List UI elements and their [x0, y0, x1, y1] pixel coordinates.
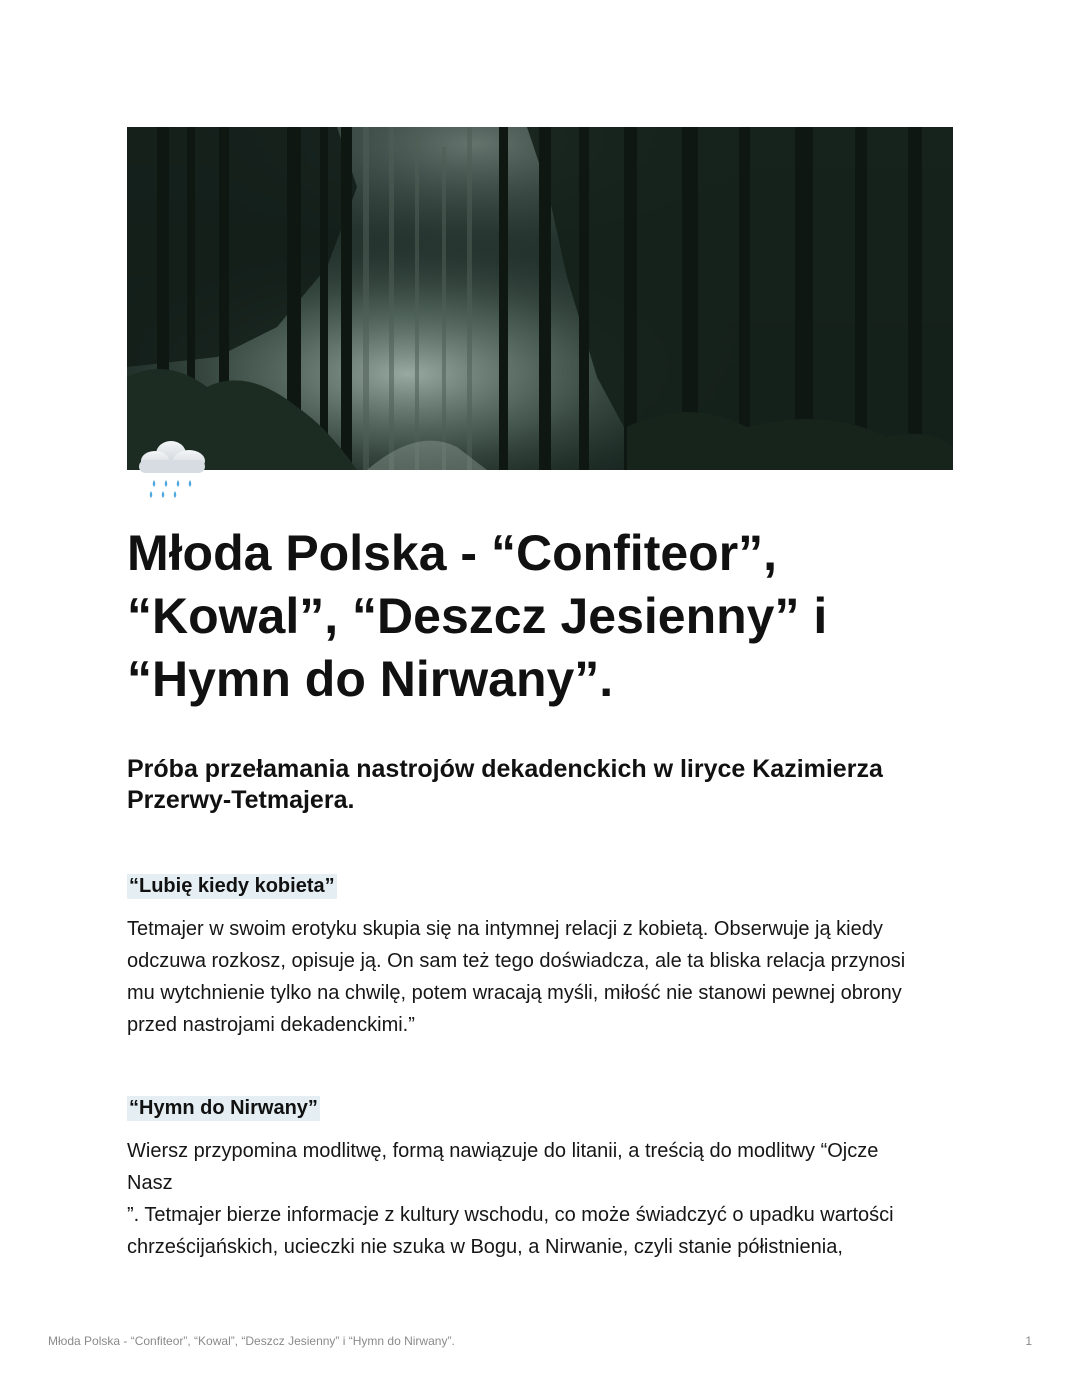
highlighted-heading-text: “Hymn do Nirwany” — [129, 1097, 318, 1119]
paragraph-line: chrześcijańskich, ucieczki nie szuka w Bogu, a Nirwanie, czyli stanie półistnienia, — [127, 1236, 843, 1258]
title-line: Młoda Polska - “Confiteor”, — [127, 525, 778, 581]
paragraph-line: Wiersz przypomina modlitwę, formą nawiązuje do litanii, a treścią do modlitwy “Ojcze — [127, 1140, 879, 1162]
paragraph-line: mu wytchnienie tylko na chwilę, potem wracają myśli, miłość nie stanowi pewnej obrony — [127, 982, 902, 1004]
page-number: 1 — [1025, 1334, 1032, 1348]
subtitle-line: Próba przełamania nastrojów dekadenckich w liryce Kazimierza — [127, 755, 883, 783]
paragraph-line: ”. Tetmajer bierze informacje z kultury wschodu, co może świadczyć o upadku wartości — [127, 1204, 894, 1226]
highlighted-heading-text: “Lubię kiedy kobieta” — [129, 875, 335, 897]
page-subtitle — [127, 754, 957, 816]
page-title — [127, 522, 957, 711]
page-footer — [48, 1333, 1032, 1349]
cover-image — [127, 127, 953, 470]
title-line: “Kowal”, “Deszcz Jesienny” i — [127, 588, 828, 644]
section-paragraph-lubie-kiedy-kobieta — [127, 913, 957, 1041]
paragraph-line: odczuwa rozkosz, opisuje ją. On sam też tego doświadcza, ale ta bliska relacja przynosi — [127, 950, 906, 972]
paragraph-line: Tetmajer w swoim erotyku skupia się na intymnej relacji z kobietą. Obserwuje ją kiedy — [127, 918, 883, 940]
forest-photo — [127, 127, 953, 470]
section-paragraph-hymn-do-nirwany — [127, 1135, 957, 1263]
subtitle-line: Przerwy-Tetmajera. — [127, 786, 355, 814]
section-heading-lubie-kiedy-kobieta — [127, 872, 337, 900]
title-line: “Hymn do Nirwany”. — [127, 651, 614, 707]
cloud-with-rain-icon — [131, 436, 211, 506]
paragraph-line: Nasz — [127, 1172, 173, 1194]
section-heading-hymn-do-nirwany — [127, 1094, 320, 1122]
paragraph-line: przed nastrojami dekadenckimi.” — [127, 1014, 415, 1036]
footer-title: Młoda Polska - “Confiteor”, “Kowal”, “Deszcz Jesienny” i “Hymn do Nirwany”. — [48, 1334, 455, 1348]
